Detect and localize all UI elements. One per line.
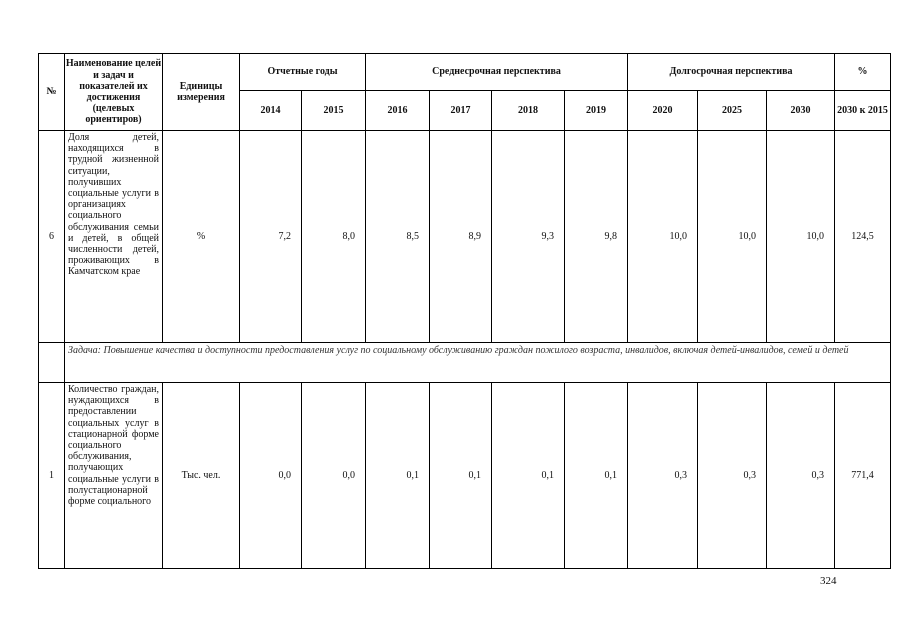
value-2016: 0,1 [366, 383, 430, 569]
header-year: 2017 [430, 91, 492, 131]
header-year: 2015 [302, 91, 366, 131]
indicators-table [38, 53, 891, 569]
value-2018: 0,1 [492, 383, 565, 569]
header-name: Наименование целей и задач и показателей их достижения (целевых ориентиров) [65, 54, 163, 131]
task-row [39, 343, 891, 383]
value-percent: 771,4 [835, 383, 891, 569]
header-year: 2025 [698, 91, 767, 131]
header-year: 2014 [240, 91, 302, 131]
header-percent-sub: 2030 к 2015 [835, 91, 891, 131]
header-units: Единицы измерения [163, 54, 240, 131]
row-number: 1 [39, 383, 65, 569]
value-2014: 7,2 [240, 131, 302, 343]
header-year: 2016 [366, 91, 430, 131]
indicator-unit: Тыс. чел. [163, 383, 240, 569]
value-2018: 9,3 [492, 131, 565, 343]
value-2017: 0,1 [430, 383, 492, 569]
value-2025: 10,0 [698, 131, 767, 343]
value-2015: 0,0 [302, 383, 366, 569]
table-row [39, 383, 891, 569]
value-2019: 0,1 [565, 383, 628, 569]
header-medium-term: Среднесрочная перспектива [366, 54, 628, 91]
page-number: 324 [820, 575, 837, 587]
value-2015: 8,0 [302, 131, 366, 343]
header-year: 2018 [492, 91, 565, 131]
header-year: 2030 [767, 91, 835, 131]
value-2025: 0,3 [698, 383, 767, 569]
indicator-name: Доля детей, находящихся в трудной жизненной ситуации, получивших социальные услуги в организациях социального обслуживания семьи и детей, в общей численности детей, проживающих в Камчатском крае [65, 131, 163, 343]
value-2030: 10,0 [767, 131, 835, 343]
task-text: Задача: Повышение качества и доступности предоставления услуг по социальному обслуживанию граждан пожилого возраста, инвалидов, включая детей-инвалидов, семей и детей [65, 343, 891, 383]
value-2016: 8,5 [366, 131, 430, 343]
indicator-name: Количество граждан, нуждающихся в предоставлении социальных услуг в стационарной форме социального обслуживания, получающих социальные услуги в полустационарной форме социального [65, 383, 163, 569]
value-2030: 0,3 [767, 383, 835, 569]
task-row-spacer [39, 343, 65, 383]
header-percent: % [835, 54, 891, 91]
row-number: 6 [39, 131, 65, 343]
value-2014: 0,0 [240, 383, 302, 569]
value-2017: 8,9 [430, 131, 492, 343]
header-long-term: Долгосрочная перспектива [628, 54, 835, 91]
value-2019: 9,8 [565, 131, 628, 343]
header-row-top [39, 54, 891, 91]
header-reported-years: Отчетные годы [240, 54, 366, 91]
value-2020: 10,0 [628, 131, 698, 343]
header-num: № [39, 54, 65, 131]
table-row [39, 131, 891, 343]
header-year: 2020 [628, 91, 698, 131]
value-percent: 124,5 [835, 131, 891, 343]
value-2020: 0,3 [628, 383, 698, 569]
header-year: 2019 [565, 91, 628, 131]
indicator-unit: % [163, 131, 240, 343]
